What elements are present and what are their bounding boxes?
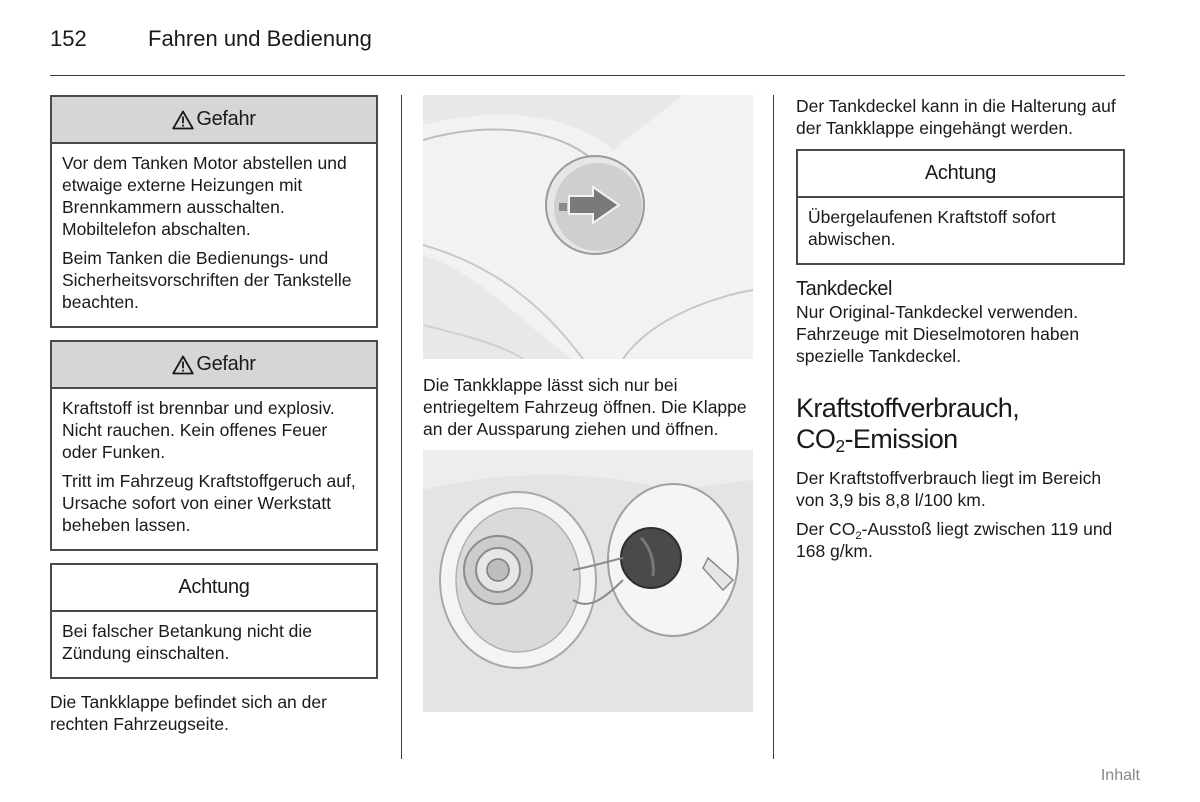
danger-box-header (52, 97, 376, 144)
caution-box-body (52, 612, 376, 677)
danger-box-1 (50, 95, 378, 328)
danger-box-2 (50, 340, 378, 551)
danger-box-header (52, 342, 376, 389)
heading-co: CO (796, 424, 836, 454)
co2-text-post: -Ausstoß liegt zwischen 119 und 168 g/km. (796, 519, 1113, 561)
caution-box (50, 563, 378, 679)
body-text: Nur Original-Tankdeckel verwenden. Fahrzeuge mit Dieselmotoren haben spezielle Tankdeckel. (796, 302, 1080, 366)
body-text: Die Tankklappe lässt sich nur bei entriegeltem Fahrzeug öffnen. Die Klappe an der Aussparung ziehen und öffnen. (423, 375, 747, 439)
danger-label: Gefahr (196, 108, 256, 130)
warning-triangle-icon (172, 355, 194, 375)
danger-text: Vor dem Tanken Motor abstellen und etwaige externe Heizungen mit Brennkammern ausschalten. Mobiltelefon abschalten. (62, 153, 347, 239)
heading-subscript: 2 (835, 436, 845, 456)
heading-rest: -Emission (844, 424, 958, 454)
co2-text-pre: Der CO (796, 519, 856, 539)
heading-line1: Kraftstoffverbrauch, (796, 393, 1020, 423)
danger-text: Tritt im Fahrzeug Kraftstoffgeruch auf, Ursache sofort von einer Werkstatt beheben lassen. (62, 471, 356, 535)
header-divider (50, 75, 1125, 76)
column-1 (50, 95, 378, 742)
danger-label: Gefahr (196, 353, 256, 375)
page-number: 152 (50, 26, 87, 51)
danger-box-body (52, 389, 376, 549)
footer-nav-link[interactable]: Inhalt (1100, 767, 1140, 784)
section-heading-consumption (796, 393, 1125, 455)
danger-text: Kraftstoff ist brennbar und explosiv. Nicht rauchen. Kein offenes Feuer oder Funken. (62, 398, 335, 462)
chapter-title: Fahren und Bedienung (148, 26, 372, 51)
section-heading-tankdeckel: Tankdeckel (796, 278, 893, 300)
body-text: Die Tankklappe befindet sich an der rechten Fahrzeugseite. (50, 692, 327, 734)
body-text-co2 (796, 518, 1125, 562)
co2-subscript: 2 (855, 530, 862, 542)
caution-text: Bei falscher Betankung nicht die Zündung einschalten. (62, 621, 313, 663)
caution-label: Achtung (924, 162, 997, 184)
column-2 (423, 95, 753, 712)
caution-box-header (52, 565, 376, 612)
warning-triangle-icon (172, 110, 194, 130)
column-3 (796, 95, 1125, 569)
fuel-flap-open-illustration (423, 450, 753, 712)
body-text: Der Kraftstoffverbrauch liegt im Bereich von 3,9 bis 8,8 l/100 km. (796, 468, 1102, 510)
caution-label: Achtung (178, 576, 250, 598)
caution-box-body (798, 198, 1123, 263)
caution-box-header (798, 151, 1123, 198)
column-divider-1 (401, 95, 402, 759)
body-text: Der Tankdeckel kann in die Halterung auf der Tankklappe eingehängt werden. (796, 96, 1116, 138)
column-divider-2 (773, 95, 774, 759)
caution-text: Übergelaufenen Kraftstoff sofort abwischen. (808, 207, 1056, 249)
caution-box (796, 149, 1125, 265)
danger-box-body (52, 144, 376, 326)
fuel-flap-closed-illustration (423, 95, 753, 359)
danger-text: Beim Tanken die Bedienungs- und Sicherheitsvorschriften der Tankstelle beachten. (62, 248, 352, 312)
